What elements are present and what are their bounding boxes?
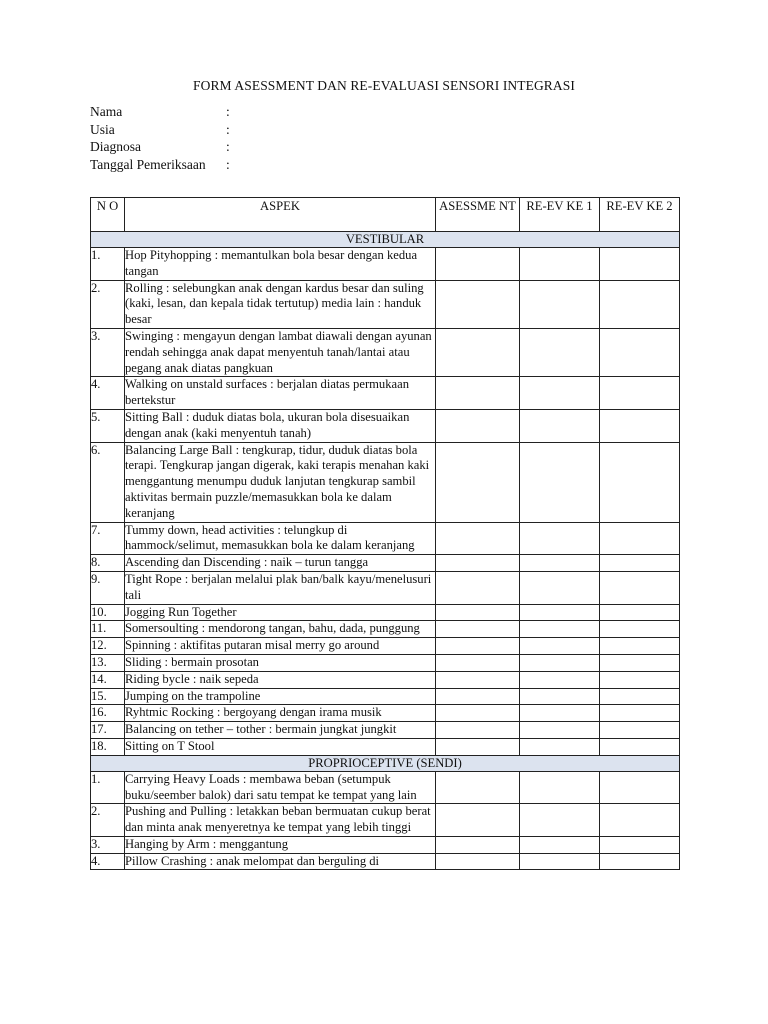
asessment-cell[interactable] [436, 738, 520, 755]
row-aspek: Swinging : mengayun dengan lambat diawali dengan ayunan rendah sehingga anak dapat menyentuh tanah/lantai atau pegang anak diatas pangkuan [125, 328, 436, 376]
asessment-cell[interactable] [436, 654, 520, 671]
table-row [91, 738, 680, 755]
patient-info-fields [90, 103, 236, 173]
asessment-cell[interactable] [436, 248, 520, 281]
row-number: 5. [91, 409, 125, 442]
section-title: VESTIBULAR [91, 232, 680, 248]
table-row [91, 836, 680, 853]
row-number: 3. [91, 836, 125, 853]
reev2-cell[interactable] [600, 280, 680, 328]
row-aspek: Sitting Ball : duduk diatas bola, ukuran bola disesuaikan dengan anak (kaki menyentuh tanah) [125, 409, 436, 442]
reev2-cell[interactable] [600, 638, 680, 655]
reev1-cell[interactable] [520, 804, 600, 837]
reev1-cell[interactable] [520, 409, 600, 442]
reev2-cell[interactable] [600, 555, 680, 572]
asessment-cell[interactable] [436, 604, 520, 621]
table-row [91, 671, 680, 688]
reev1-cell[interactable] [520, 671, 600, 688]
table-row [91, 522, 680, 555]
reev2-cell[interactable] [600, 705, 680, 722]
row-number: 10. [91, 604, 125, 621]
asessment-cell[interactable] [436, 722, 520, 739]
reev1-cell[interactable] [520, 522, 600, 555]
reev2-cell[interactable] [600, 804, 680, 837]
reev1-cell[interactable] [520, 604, 600, 621]
table-row [91, 705, 680, 722]
field-colon: : [226, 156, 230, 172]
row-aspek: Pillow Crashing : anak melompat dan berguling di [125, 853, 436, 870]
header-no: N O [91, 198, 125, 232]
section-header-row [91, 755, 680, 771]
row-number: 16. [91, 705, 125, 722]
reev2-cell[interactable] [600, 654, 680, 671]
row-aspek: Pushing and Pulling : letakkan beban bermuatan cukup berat dan minta anak menyeretnya ke tempat yang lebih tinggi [125, 804, 436, 837]
row-number: 4. [91, 377, 125, 410]
reev1-cell[interactable] [520, 248, 600, 281]
table-row [91, 654, 680, 671]
row-number: 14. [91, 671, 125, 688]
reev1-cell[interactable] [520, 328, 600, 376]
reev1-cell[interactable] [520, 654, 600, 671]
reev2-cell[interactable] [600, 377, 680, 410]
row-number: 8. [91, 555, 125, 572]
asessment-cell[interactable] [436, 442, 520, 522]
table-row [91, 571, 680, 604]
reev1-cell[interactable] [520, 836, 600, 853]
row-number: 7. [91, 522, 125, 555]
field-colon: : [226, 104, 230, 119]
asessment-cell[interactable] [436, 377, 520, 410]
reev1-cell[interactable] [520, 738, 600, 755]
row-aspek: Sitting on T Stool [125, 738, 436, 755]
row-aspek: Sliding : bermain prosotan [125, 654, 436, 671]
asessment-cell[interactable] [436, 555, 520, 572]
table-body [91, 232, 680, 870]
table-row [91, 555, 680, 572]
reev2-cell[interactable] [600, 571, 680, 604]
row-aspek: Balancing on tether – tother : bermain jungkat jungkit [125, 722, 436, 739]
row-number: 13. [91, 654, 125, 671]
table-row [91, 377, 680, 410]
section-title: PROPRIOCEPTIVE (SENDI) [91, 755, 680, 771]
section-header-row [91, 232, 680, 248]
asessment-cell[interactable] [436, 853, 520, 870]
row-aspek: Jumping on the trampoline [125, 688, 436, 705]
field-usia [90, 121, 236, 139]
reev1-cell[interactable] [520, 571, 600, 604]
field-colon: : [226, 139, 230, 154]
row-aspek: Balancing Large Ball : tengkurap, tidur, duduk diatas bola terapi. Tengkurap jangan digerak, kaki terapis menahan kaki menggantung menumpu duduk lanjutan tengkurap sambil aktivitas bermain puzzle/memasukkan bola ke dalam keranjang [125, 442, 436, 522]
row-number: 2. [91, 280, 125, 328]
row-number: 1. [91, 771, 125, 804]
table-row [91, 280, 680, 328]
reev2-cell[interactable] [600, 771, 680, 804]
field-colon: : [226, 121, 230, 137]
reev2-cell[interactable] [600, 836, 680, 853]
reev2-cell[interactable] [600, 409, 680, 442]
asessment-cell[interactable] [436, 522, 520, 555]
row-aspek: Riding bycle : naik sepeda [125, 671, 436, 688]
table-row [91, 604, 680, 621]
field-tanggal-pemeriksaan [90, 156, 236, 174]
reev2-cell[interactable] [600, 688, 680, 705]
field-label: Usia [90, 121, 115, 137]
reev1-cell[interactable] [520, 688, 600, 705]
row-number: 6. [91, 442, 125, 522]
row-aspek: Hanging by Arm : menggantung [125, 836, 436, 853]
assessment-table [90, 197, 680, 870]
asessment-cell[interactable] [436, 571, 520, 604]
row-aspek: Tight Rope : berjalan melalui plak ban/balk kayu/menelusuri tali [125, 571, 436, 604]
header-reev2: RE-EV KE 2 [600, 198, 680, 232]
asessment-cell[interactable] [436, 705, 520, 722]
reev1-cell[interactable] [520, 555, 600, 572]
row-aspek: Ryhtmic Rocking : bergoyang dengan irama musik [125, 705, 436, 722]
row-number: 17. [91, 722, 125, 739]
table-row [91, 442, 680, 522]
table-row [91, 771, 680, 804]
header-reev1: RE-EV KE 1 [520, 198, 600, 232]
asessment-cell[interactable] [436, 638, 520, 655]
table-row [91, 853, 680, 870]
row-aspek: Walking on unstald surfaces : berjalan diatas permukaan bertekstur [125, 377, 436, 410]
reev2-cell[interactable] [600, 248, 680, 281]
row-number: 1. [91, 248, 125, 281]
row-number: 18. [91, 738, 125, 755]
row-number: 9. [91, 571, 125, 604]
form-title: FORM ASESSMENT DAN RE-EVALUASI SENSORI INTEGRASI [193, 78, 575, 93]
reev1-cell[interactable] [520, 377, 600, 410]
row-aspek: Rolling : selebungkan anak dengan kardus besar dan suling (kaki, lesan, dan kepala tidak tertutup) media lain : handuk besar [125, 280, 436, 328]
field-nama [90, 103, 236, 121]
row-number: 4. [91, 853, 125, 870]
table-row [91, 804, 680, 837]
asessment-cell[interactable] [436, 804, 520, 837]
row-number: 11. [91, 621, 125, 638]
table-header-row [91, 198, 680, 232]
row-aspek: Tummy down, head activities : telungkup di hammock/selimut, memasukkan bola ke dalam keranjang [125, 522, 436, 555]
reev2-cell[interactable] [600, 442, 680, 522]
header-asessment: ASESSME NT [436, 198, 520, 232]
reev1-cell[interactable] [520, 638, 600, 655]
reev2-cell[interactable] [600, 853, 680, 870]
reev1-cell[interactable] [520, 705, 600, 722]
asessment-cell[interactable] [436, 836, 520, 853]
table-row [91, 248, 680, 281]
row-number: 15. [91, 688, 125, 705]
reev1-cell[interactable] [520, 280, 600, 328]
row-number: 2. [91, 804, 125, 837]
reev2-cell[interactable] [600, 621, 680, 638]
reev2-cell[interactable] [600, 604, 680, 621]
reev2-cell[interactable] [600, 328, 680, 376]
asessment-cell[interactable] [436, 409, 520, 442]
table-row [91, 638, 680, 655]
reev2-cell[interactable] [600, 722, 680, 739]
row-aspek: Somersoulting : mendorong tangan, bahu, dada, punggung [125, 621, 436, 638]
row-aspek: Jogging Run Together [125, 604, 436, 621]
row-number: 12. [91, 638, 125, 655]
header-aspek: ASPEK [125, 198, 436, 232]
reev1-cell[interactable] [520, 771, 600, 804]
asessment-cell[interactable] [436, 328, 520, 376]
asessment-cell[interactable] [436, 621, 520, 638]
reev2-cell[interactable] [600, 671, 680, 688]
table-row [91, 328, 680, 376]
reev2-cell[interactable] [600, 738, 680, 755]
reev1-cell[interactable] [520, 853, 600, 870]
table-row [91, 409, 680, 442]
asessment-cell[interactable] [436, 280, 520, 328]
field-label: Nama [90, 104, 123, 119]
row-aspek: Carrying Heavy Loads : membawa beban (setumpuk buku/seember balok) dari satu tempat ke tempat yang lain [125, 771, 436, 804]
reev1-cell[interactable] [520, 722, 600, 739]
table-row [91, 688, 680, 705]
row-number: 3. [91, 328, 125, 376]
row-aspek: Hop Pityhopping : memantulkan bola besar dengan kedua tangan [125, 248, 436, 281]
row-aspek: Ascending dan Discending : naik – turun tangga [125, 555, 436, 572]
asessment-cell[interactable] [436, 671, 520, 688]
reev2-cell[interactable] [600, 522, 680, 555]
asessment-cell[interactable] [436, 771, 520, 804]
field-diagnosa [90, 138, 236, 156]
field-label: Diagnosa [90, 139, 141, 154]
asessment-cell[interactable] [436, 688, 520, 705]
field-label: Tanggal Pemeriksaan [90, 156, 206, 172]
table-row [91, 722, 680, 739]
row-aspek: Spinning : aktifitas putaran misal merry go around [125, 638, 436, 655]
table-row [91, 621, 680, 638]
reev1-cell[interactable] [520, 621, 600, 638]
reev1-cell[interactable] [520, 442, 600, 522]
